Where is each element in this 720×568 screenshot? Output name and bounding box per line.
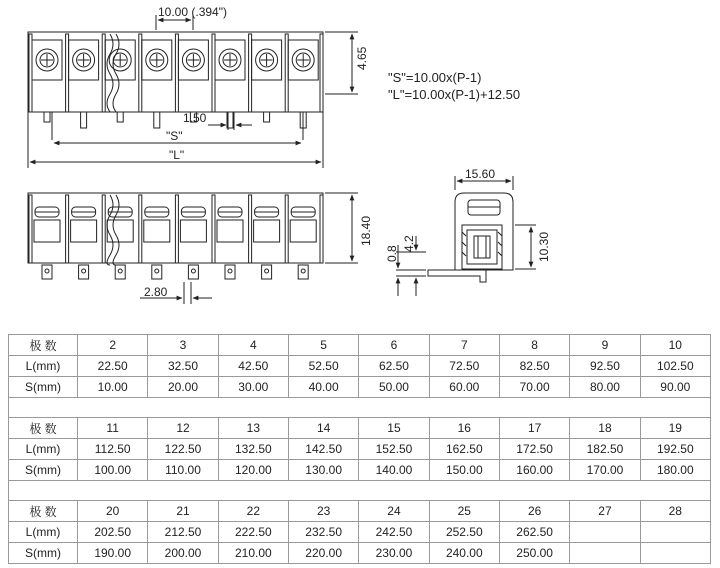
s-value: 250.00: [499, 543, 569, 564]
separator-wall: [102, 34, 105, 112]
l-value: 92.50: [570, 356, 640, 377]
separator-wall: [320, 195, 323, 263]
l-value: 262.50: [499, 522, 569, 543]
top-view: [28, 15, 358, 168]
front-view-pins: [42, 265, 308, 279]
separator-wall: [66, 195, 69, 263]
s-label: "S": [166, 129, 183, 143]
s-value: 210.00: [218, 543, 288, 564]
s-value: [570, 543, 640, 564]
side-dim-a: 0.8: [385, 245, 399, 262]
terminal-cell: [217, 207, 243, 242]
break-line: [113, 195, 119, 265]
break-line: [113, 34, 119, 112]
pole-count: 28: [640, 501, 710, 522]
pin: [154, 112, 160, 128]
s-value: 40.00: [288, 377, 358, 398]
terminal-cell: [215, 40, 245, 80]
l-value: 122.50: [148, 439, 218, 460]
l-value: 112.50: [78, 439, 148, 460]
l-value: 32.50: [148, 356, 218, 377]
break-line: [107, 34, 113, 112]
pin: [42, 265, 52, 279]
pole-count: 17: [499, 418, 569, 439]
pin: [79, 265, 89, 279]
pole-count: 8: [499, 335, 569, 356]
l-header: L(mm): [9, 439, 78, 460]
separator-wall: [29, 195, 32, 263]
pole-count: 22: [218, 501, 288, 522]
terminal-cell: [252, 40, 282, 80]
table-row: [9, 460, 711, 481]
terminal-cell: [32, 40, 62, 80]
terminal-cell: [144, 207, 170, 242]
spec-table: [8, 334, 711, 564]
terminal-cell: [178, 40, 208, 80]
pole-count: 5: [288, 335, 358, 356]
poles-header: 极 数: [9, 418, 78, 439]
s-value: 230.00: [359, 543, 429, 564]
l-value: 22.50: [78, 356, 148, 377]
l-value: 232.50: [288, 522, 358, 543]
table-spacer-row: [9, 398, 711, 418]
pin-gap-label: 2.80: [144, 285, 168, 299]
l-value: 142.50: [288, 439, 358, 460]
table-row: [9, 335, 711, 356]
pole-count: 26: [499, 501, 569, 522]
pin: [188, 265, 198, 279]
terminal-cell: [180, 207, 206, 242]
pole-count: 9: [570, 335, 640, 356]
separator-wall: [175, 34, 178, 112]
l-value: 62.50: [359, 356, 429, 377]
poles-header: 极 数: [9, 335, 78, 356]
s-header: S(mm): [9, 377, 78, 398]
l-value: 172.50: [499, 439, 569, 460]
s-value: 140.00: [359, 460, 429, 481]
s-value: 50.00: [359, 377, 429, 398]
pole-count: 10: [640, 335, 710, 356]
separator-wall: [285, 195, 288, 263]
separator-wall: [249, 195, 252, 263]
s-value: 170.00: [570, 460, 640, 481]
pole-count: 23: [288, 501, 358, 522]
table-row: [9, 377, 711, 398]
l-value: 192.50: [640, 439, 710, 460]
pole-count: 19: [640, 418, 710, 439]
l-value: 152.50: [359, 439, 429, 460]
table-row: [9, 522, 711, 543]
s-value: 100.00: [78, 460, 148, 481]
side-view-pin: [428, 270, 486, 282]
pin: [117, 112, 123, 122]
s-value: [640, 543, 710, 564]
l-value: 242.50: [359, 522, 429, 543]
l-header: L(mm): [9, 356, 78, 377]
l-value: 82.50: [499, 356, 569, 377]
l-value: 162.50: [429, 439, 499, 460]
l-value: 72.50: [429, 356, 499, 377]
pole-count: 11: [78, 418, 148, 439]
separator-wall: [212, 195, 215, 263]
terminal-cell: [254, 207, 280, 242]
terminal-cell: [290, 207, 316, 242]
s-value: 90.00: [640, 377, 710, 398]
s-value: 70.00: [499, 377, 569, 398]
pin: [298, 265, 308, 279]
side-view: [396, 176, 536, 296]
table-row: [9, 418, 711, 439]
front-view-terminals: [29, 195, 323, 265]
pole-count: 4: [218, 335, 288, 356]
side-height-label: 10.30: [537, 231, 551, 262]
separator-wall: [212, 34, 215, 112]
front-view: [28, 193, 358, 304]
pitch-label: 10.00 (.394"): [158, 5, 227, 19]
height-front-label: 18.40: [359, 215, 373, 246]
s-header: S(mm): [9, 460, 78, 481]
l-value: 202.50: [78, 522, 148, 543]
terminal-cell: [69, 40, 99, 80]
s-value: 190.00: [78, 543, 148, 564]
s-value: 180.00: [640, 460, 710, 481]
height-top-label: 4.65: [355, 46, 369, 70]
pin: [81, 112, 87, 128]
terminal-cell: [34, 207, 60, 242]
pole-count: 21: [148, 501, 218, 522]
s-value: 30.00: [218, 377, 288, 398]
s-value: 60.00: [429, 377, 499, 398]
terminal-cell: [71, 207, 97, 242]
table-row: [9, 356, 711, 377]
pin: [44, 112, 50, 122]
s-value: 80.00: [570, 377, 640, 398]
s-value: 220.00: [288, 543, 358, 564]
top-view-pins: [44, 112, 306, 128]
pole-count: 3: [148, 335, 218, 356]
formula-s: "S"=10.00x(P-1): [388, 70, 482, 85]
separator-wall: [139, 34, 142, 112]
l-value: 212.50: [148, 522, 218, 543]
s-value: 130.00: [288, 460, 358, 481]
poles-header: 极 数: [9, 501, 78, 522]
s-value: 110.00: [148, 460, 218, 481]
pin: [115, 265, 125, 279]
l-header: L(mm): [9, 522, 78, 543]
pole-count: 6: [359, 335, 429, 356]
s-value: 120.00: [218, 460, 288, 481]
pin-width-label: 1.50: [183, 111, 207, 125]
top-view-terminals: [29, 34, 323, 112]
separator-wall: [66, 34, 69, 112]
pole-count: 13: [218, 418, 288, 439]
separator-wall: [29, 34, 32, 112]
pin: [152, 265, 162, 279]
l-label: "L": [169, 148, 185, 162]
l-value: 102.50: [640, 356, 710, 377]
l-value: 132.50: [218, 439, 288, 460]
terminal-cell: [288, 40, 318, 80]
s-value: 200.00: [148, 543, 218, 564]
l-value: [570, 522, 640, 543]
pole-count: 15: [359, 418, 429, 439]
pole-count: 12: [148, 418, 218, 439]
side-width-label: 15.60: [465, 167, 496, 181]
l-value: 42.50: [218, 356, 288, 377]
terminal-cell: [142, 40, 172, 80]
s-value: 240.00: [429, 543, 499, 564]
table-spacer-row: [9, 481, 711, 501]
l-value: [640, 522, 710, 543]
pole-count: 18: [570, 418, 640, 439]
pole-count: 25: [429, 501, 499, 522]
separator-wall: [285, 34, 288, 112]
pin: [262, 265, 272, 279]
s-value: 20.00: [148, 377, 218, 398]
formula-l: "L"=10.00x(P-1)+12.50: [388, 87, 521, 102]
break-line: [107, 195, 113, 265]
pole-count: 2: [78, 335, 148, 356]
table-row: [9, 501, 711, 522]
separator-wall: [139, 195, 142, 263]
pole-count: 7: [429, 335, 499, 356]
l-value: 182.50: [570, 439, 640, 460]
pin: [264, 112, 270, 122]
pole-count: 20: [78, 501, 148, 522]
pin: [225, 265, 235, 279]
l-value: 52.50: [288, 356, 358, 377]
l-value: 222.50: [218, 522, 288, 543]
s-value: 10.00: [78, 377, 148, 398]
separator-wall: [249, 34, 252, 112]
table-row: [9, 439, 711, 460]
separator-wall: [320, 34, 323, 112]
pole-count: 14: [288, 418, 358, 439]
pole-count: 16: [429, 418, 499, 439]
side-dim-b: 4.2: [402, 235, 416, 252]
pole-count: 27: [570, 501, 640, 522]
separator-wall: [175, 195, 178, 263]
separator-wall: [102, 195, 105, 263]
s-value: 150.00: [429, 460, 499, 481]
s-header: S(mm): [9, 543, 78, 564]
pole-count: 24: [359, 501, 429, 522]
s-value: 160.00: [499, 460, 569, 481]
table-row: [9, 543, 711, 564]
l-value: 252.50: [429, 522, 499, 543]
